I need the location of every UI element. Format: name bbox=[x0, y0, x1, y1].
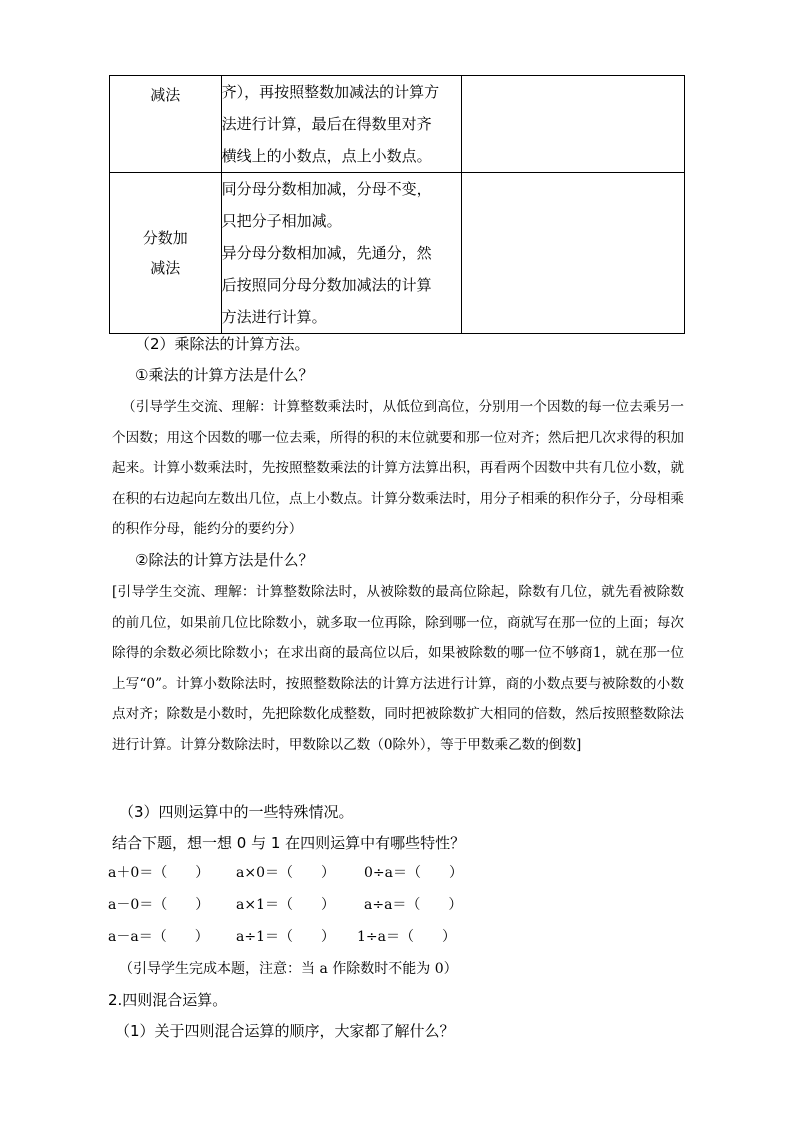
prompt-text: 结合下题，想一想 0 与 1 在四则运算中有哪些特性？ bbox=[112, 834, 466, 852]
exercise-item: 1÷a＝（ ） bbox=[357, 929, 456, 945]
exercise-item: a×1＝（ ） bbox=[236, 897, 335, 913]
exercise-item: 0÷a＝（ ） bbox=[364, 865, 463, 881]
question-division: ②除法的计算方法是什么？ bbox=[135, 551, 314, 569]
exercise-item: a＋0＝（ ） bbox=[108, 865, 210, 881]
section-heading: （2）乘除法的计算方法。 bbox=[135, 335, 310, 353]
empty-cell bbox=[461, 76, 684, 173]
answer-division: [引导学生交流、理解：计算整数除法时，从被除数的最高位除起，除数有几位，就先看被除数的前几位，如果前几位比除数小，就多取一位再除，除到哪一位，商就写在那一位的上面；每次除得的余数必须比除数小；在求出商的最高位以后，如果被除数的哪一位不够商1，就在那一位上写“0”。计算小数除法时，按照整数除法的计算方法进行计算，商的小数点要与被除数的小数点对齐；除数是小数时，先把除数化成整数，同时把被除数扩大相同的倍数，然后按照整数除法进行计算。计算分数除法时，甲数除以乙数（0除外），等于甲数乘乙数的倒数] bbox=[112, 584, 684, 753]
row-label-fraction: 分数加 减法 bbox=[110, 173, 222, 334]
row-label-subtraction: 减法 bbox=[110, 76, 222, 173]
question-mixed-operations: （1）关于四则混合运算的顺序，大家都了解什么？ bbox=[115, 1022, 455, 1040]
table-row bbox=[110, 173, 685, 334]
exercise-item: a－0＝（ ） bbox=[108, 897, 210, 913]
exercise-item: a÷1＝（ ） bbox=[236, 929, 335, 945]
exercise-item: a－a＝（ ） bbox=[108, 929, 209, 945]
answer-multiplication: （引导学生交流、理解：计算整数乘法时，从低位到高位，分别用一个因数的每一位去乘另一个因数；用这个因数的哪一位去乘，所得的积的末位就要和那一位对齐；然后把几次求得的积加起来。计算小数乘法时，先按照整数乘法的计算方法算出积，再看两个因数中共有几位小数，就在积的右边起向左数出几位，点上小数点。计算分数乘法时，用分子相乘的积作分子，分母相乘的积作分母，能约分的要约分） bbox=[112, 399, 684, 538]
arithmetic-methods-table bbox=[109, 75, 685, 334]
question-multiplication: ①乘法的计算方法是什么？ bbox=[135, 366, 314, 384]
section-heading: 2.四则混合运算。 bbox=[108, 991, 228, 1009]
empty-cell bbox=[461, 173, 684, 334]
table-row bbox=[110, 76, 685, 173]
row-content: 同分母分数相加减，分母不变， 只把分子相加减。 异分母分数相加减，先通分，然 后按照同分母分数加减法的计算 方法进行计算。 bbox=[221, 173, 461, 334]
exercise-item: a÷a＝（ ） bbox=[364, 897, 463, 913]
exercise-item: a×0＝（ ） bbox=[236, 865, 335, 881]
row-content: 齐），再按照整数加减法的计算方 法进行计算，最后在得数里对齐 横线上的小数点，点上小数点。 bbox=[221, 76, 461, 173]
teacher-note: （引导学生完成本题，注意：当 a 作除数时不能为 0） bbox=[119, 961, 458, 977]
section-heading: （3）四则运算中的一些特殊情况。 bbox=[119, 803, 354, 821]
